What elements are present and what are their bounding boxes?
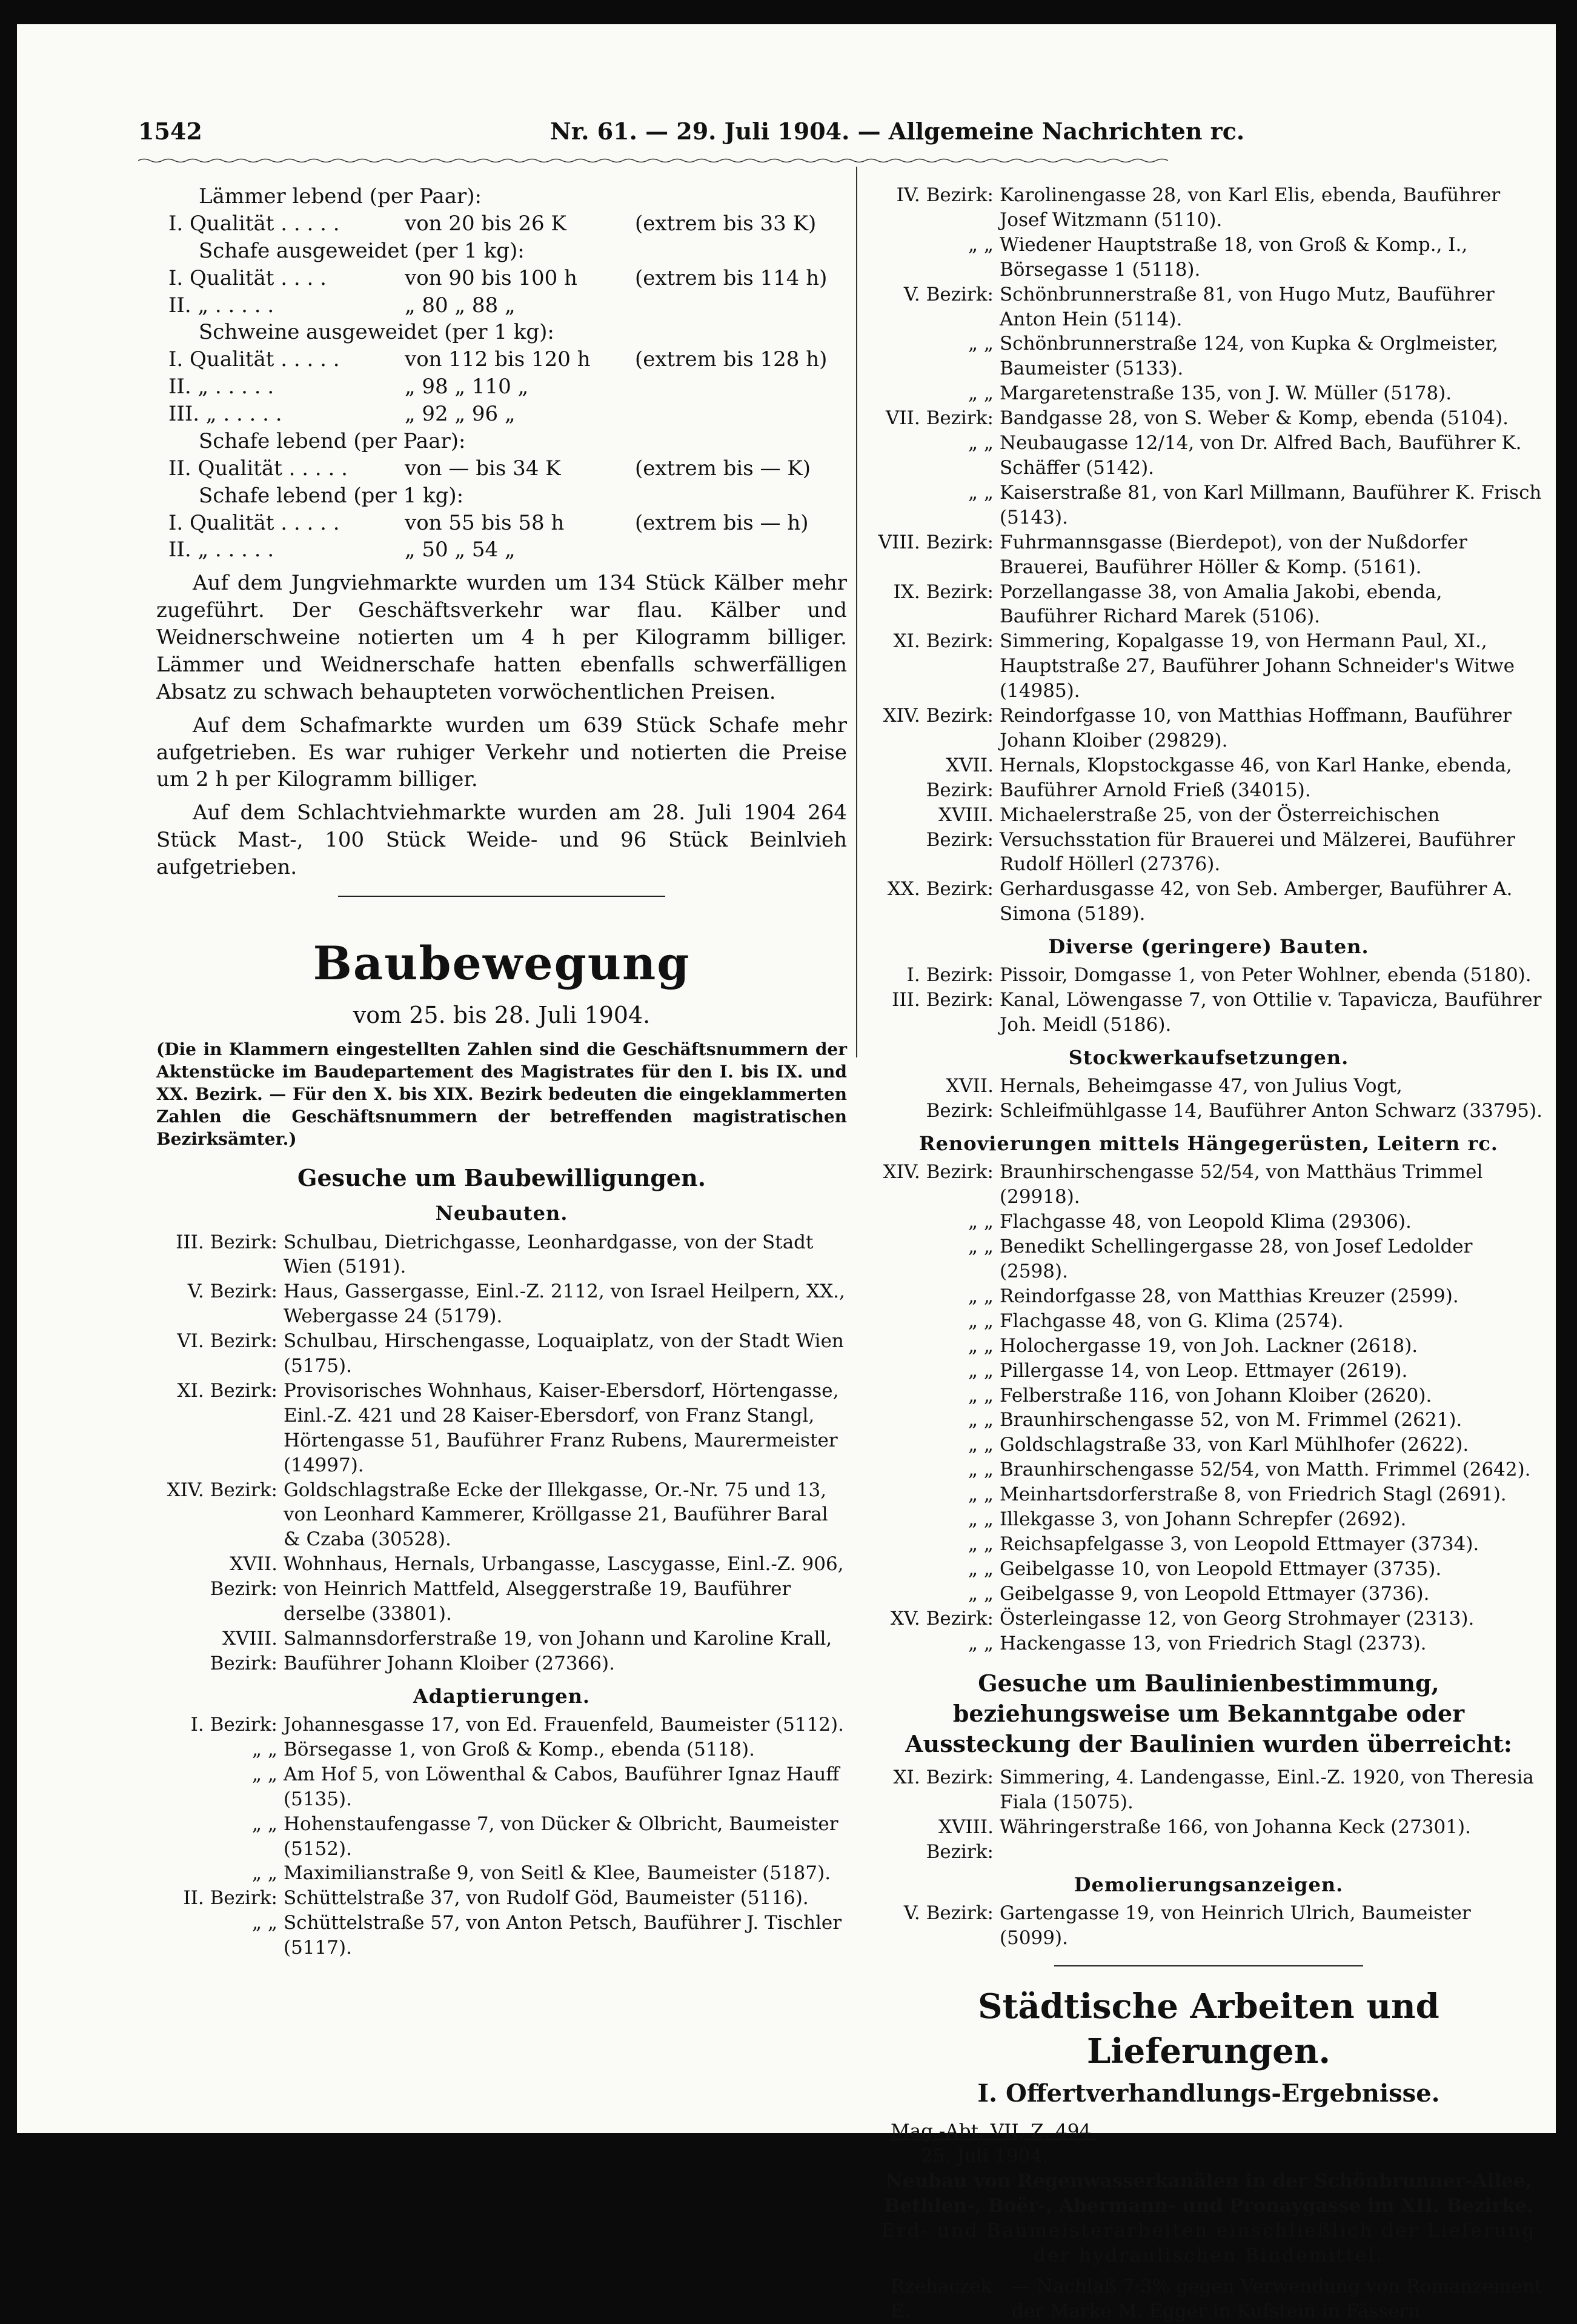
- district-label: XVII. Bezirk:: [926, 754, 994, 801]
- erd-arbeiten-description: Erd- und Baumeisterarbeiten einschließlich der Lieferung der hydraulischen Bindemittel.: [881, 2219, 1536, 2266]
- section-divider: [1054, 1965, 1363, 1966]
- list-item: [872, 431, 1545, 481]
- district-label: XI. Bezirk:: [893, 630, 994, 653]
- list-item: [872, 1334, 1545, 1359]
- newspaper-page: [17, 24, 1556, 2322]
- market-cell-q: II. „ . . . . .: [168, 538, 274, 562]
- entry-text: Hohenstaufengasse 7, von Dücker & Olbricht, Baumeister (5152).: [284, 1813, 838, 1860]
- baubewegung-note: (Die in Klammern eingestellten Zahlen sind die Geschäftsnummern der Aktenstücke im Baudepartement des Magistrates für den I. bis IX. und XX. Bezirk. — Für den X. bis XIX. Bezirk bedeuten die eingeklammerten Zahlen die Geschäftsnummern der betreffenden magistratischen Bezirksämter.): [156, 1039, 847, 1150]
- entry-text: Schüttelstraße 37, von Rudolf Göd, Baumeister (5116).: [284, 1887, 809, 1909]
- entry-text: Schönbrunnerstraße 124, von Kupka & Orglmeister, Baumeister (5133).: [1000, 333, 1498, 380]
- entry-text: Maximilianstraße 9, von Seitl & Klee, Baumeister (5187).: [284, 1862, 831, 1885]
- district-label: „ „: [968, 1434, 994, 1456]
- entry-text: Karolinengasse 28, von Karl Elis, ebenda, Bauführer Josef Witzmann (5110).: [1000, 184, 1501, 231]
- entry-text: Porzellangasse 38, von Amalia Jakobi, ebenda, Bauführer Richard Marek (5106).: [1000, 581, 1443, 628]
- list-item: [872, 530, 1545, 580]
- issue-title: Nr. 61. — 29. Juli 1904. — Allgemeine Nachrichten rc.: [550, 118, 1245, 145]
- renovierungen-heading: Renovierungen mittels Hängegerüsten, Leitern rc.: [919, 1132, 1498, 1156]
- entry-text: Währingerstraße 166, von Johanna Keck (27301).: [1000, 1816, 1471, 1838]
- district-label: „ „: [968, 1334, 994, 1357]
- district-label: „ „: [252, 1813, 277, 1835]
- district-label: „ „: [968, 1384, 994, 1407]
- list-item: [872, 1210, 1545, 1234]
- district-label: XV. Bezirk:: [890, 1607, 994, 1630]
- list-item: [156, 1329, 847, 1379]
- district-label: „ „: [252, 1912, 277, 1934]
- list-item: [156, 1279, 847, 1329]
- district-label: XVII. Bezirk:: [926, 1075, 994, 1122]
- adaptierungen-list: [156, 1713, 847, 1960]
- list-item: [872, 1532, 1545, 1557]
- list-item: [156, 1861, 847, 1886]
- list-item: [872, 1160, 1545, 1210]
- list-item: [872, 1359, 1545, 1383]
- market-cell-v: „ 92 „ 96 „: [405, 402, 516, 426]
- offer-result: [872, 2274, 1545, 2324]
- list-item: [872, 1901, 1545, 1951]
- market-cell-q: II. Qualität . . . . .: [168, 456, 348, 481]
- baubewegung-title: Baubewegung: [313, 936, 691, 990]
- stockwerk-heading: Stockwerkaufsetzungen.: [1068, 1046, 1349, 1070]
- district-label: „ „: [968, 382, 994, 405]
- list-item: [872, 282, 1545, 332]
- neubauten-heading: Neubauten.: [435, 1202, 568, 1225]
- list-item: [872, 704, 1545, 753]
- list-item: [156, 1737, 847, 1762]
- entry-text: Fuhrmannsgasse (Bierdepot), von der Nußdorfer Brauerei, Bauführer Höller & Komp. (5161).: [1000, 531, 1467, 578]
- entry-text: Schönbrunnerstraße 81, von Hugo Mutz, Bauführer Anton Hein (5114).: [1000, 283, 1495, 330]
- market-cell-v: „ 80 „ 88 „: [405, 293, 516, 318]
- district-label: XIV. Bezirk:: [883, 705, 994, 727]
- district-label: VII. Bezirk:: [885, 407, 994, 430]
- district-label: „ „: [968, 1632, 994, 1654]
- page-header: [138, 116, 1245, 153]
- entry-text: Pillergasse 14, von Leop. Ettmayer (2619).: [1000, 1359, 1408, 1382]
- district-label: „ „: [968, 1236, 994, 1258]
- entry-text: Braunhirschengasse 52/54, von Matthäus Trimmel (29918).: [1000, 1161, 1483, 1208]
- market-cell-e: [635, 292, 847, 319]
- entry-text: Hackengasse 13, von Friedrich Stagl (2373).: [1000, 1632, 1427, 1654]
- market-cell-e: (extrem bis 33 K): [635, 211, 817, 236]
- district-label: „ „: [968, 432, 994, 454]
- market-row: [156, 455, 847, 482]
- entry-text: Reindorfgasse 28, von Matthias Kreuzer (2599).: [1000, 1285, 1459, 1307]
- entry-text: Meinhartsdorferstraße 8, von Friedrich Stagl (2691).: [1000, 1483, 1507, 1506]
- district-label: III. Bezirk:: [176, 1231, 277, 1253]
- list-item: [156, 1762, 847, 1812]
- market-row: [156, 210, 847, 238]
- market-prices: [156, 183, 847, 564]
- district-label: XVII. Bezirk:: [210, 1553, 277, 1600]
- list-item: [156, 1812, 847, 1862]
- district-label: „ „: [968, 1359, 994, 1382]
- market-cell-q: I. Qualität . . . .: [168, 265, 327, 290]
- neubau-description: Neubau von Regenwasserkanälen in der Schönbrunner-Allee, Bethlen-, Boër-, Abermann- und Pronaygasse im XII. Bezirke.: [884, 2170, 1533, 2217]
- market-row: [156, 510, 847, 537]
- market-cell-e: [635, 401, 847, 428]
- entry-text: Gerhardusgasse 42, von Seb. Amberger, Bauführer A. Simona (5189).: [1000, 878, 1513, 925]
- list-item: [872, 1606, 1545, 1631]
- list-item: [872, 481, 1545, 530]
- district-label: „ „: [968, 1211, 994, 1233]
- district-label: „ „: [968, 481, 994, 504]
- baulinien-list: [872, 1765, 1545, 1865]
- district-label: VIII. Bezirk:: [878, 531, 994, 553]
- district-label: „ „: [968, 233, 994, 256]
- market-cell-e: (extrem bis 128 h): [635, 347, 828, 372]
- market-cell-v: „ 98 „ 110 „: [405, 375, 529, 399]
- district-label: XVIII. Bezirk:: [926, 804, 994, 851]
- list-item: [872, 877, 1545, 927]
- entry-text: Holochergasse 19, von Joh. Lackner (2618).: [1000, 1334, 1418, 1357]
- entry-text: Reichsapfelgasse 3, von Leopold Ettmayer (3734).: [1000, 1533, 1479, 1556]
- offer-date: 25. Juli 1904.: [921, 2145, 1048, 2168]
- list-item: [872, 1765, 1545, 1815]
- district-label: XIV. Bezirk:: [167, 1479, 277, 1501]
- column-divider: [856, 167, 857, 1057]
- list-item: [872, 1507, 1545, 1532]
- district-label: IX. Bezirk:: [893, 581, 994, 603]
- list-item: [872, 1408, 1545, 1433]
- list-item: [872, 1457, 1545, 1482]
- market-cell-v: von — bis 34 K: [405, 456, 561, 481]
- market-cell-v: von 55 bis 58 h: [405, 510, 565, 535]
- entry-text: Wiedener Hauptstraße 18, von Groß & Komp., I., Börsegasse 1 (5118).: [1000, 233, 1468, 281]
- district-label: „ „: [968, 1285, 994, 1307]
- list-item: [872, 1557, 1545, 1582]
- baulinien-heading: Gesuche um Baulinienbestimmung, beziehungsweise um Bekanntgabe oder Aussteckung der Baulinien wurden überreicht:: [905, 1669, 1512, 1757]
- entry-text: Gartengasse 19, von Heinrich Ulrich, Baumeister (5099).: [1000, 1902, 1471, 1949]
- market-subheading: Schweine ausgeweidet (per 1 kg):: [199, 320, 554, 345]
- market-cell-v: von 20 bis 26 K: [405, 211, 566, 236]
- district-label: III. Bezirk:: [892, 989, 994, 1011]
- market-cell-v: von 90 bis 100 h: [405, 265, 577, 290]
- market-cell-e: (extrem bis — h): [635, 510, 809, 535]
- entry-text: Hernals, Beheimgasse 47, von Julius Vogt, Schleifmühlgasse 14, Bauführer Anton Schwarz (33795).: [1000, 1075, 1542, 1122]
- list-item: [872, 331, 1545, 381]
- market-row: [156, 536, 847, 564]
- baubewegung-subtitle: vom 25. bis 28. Juli 1904.: [353, 1002, 651, 1029]
- district-label: „ „: [968, 333, 994, 355]
- district-label: „ „: [968, 1483, 994, 1506]
- adaptierungen-continued-list: [872, 183, 1545, 927]
- market-cell-q: I. Qualität . . . . .: [168, 211, 340, 236]
- list-item: [156, 1230, 847, 1280]
- district-label: VI. Bezirk:: [177, 1330, 277, 1353]
- market-cell-q: III. „ . . . . .: [168, 402, 282, 426]
- district-label: XVIII. Bezirk:: [210, 1628, 277, 1674]
- entry-text: Geibelgasse 10, von Leopold Ettmayer (3735).: [1000, 1557, 1442, 1580]
- neubauten-list: [156, 1230, 847, 1676]
- entry-text: Braunhirschengasse 52/54, von Matth. Frimmel (2642).: [1000, 1459, 1531, 1481]
- market-cell-q: II. „ . . . . .: [168, 293, 274, 318]
- list-item: [156, 1552, 847, 1626]
- diverse-list: [872, 963, 1545, 1037]
- list-item: [872, 580, 1545, 630]
- market-row: [156, 401, 847, 428]
- district-label: XI. Bezirk:: [177, 1379, 277, 1402]
- entry-text: Hernals, Klopstockgasse 46, von Karl Hanke, ebenda, Bauführer Arnold Frieß (34015).: [1000, 754, 1512, 801]
- district-label: „ „: [968, 1508, 994, 1531]
- entry-text: Illekgasse 3, von Johann Schrepfer (2692).: [1000, 1508, 1407, 1531]
- list-item: [156, 1911, 847, 1960]
- entry-text: Flachgasse 48, von Leopold Klima (29306).: [1000, 1211, 1412, 1233]
- entry-text: Wohnhaus, Hernals, Urbangasse, Lascygasse, Einl.-Z. 906, von Heinrich Mattfeld, Alseggerstraße 19, Bauführer derselbe (33801).: [284, 1553, 844, 1625]
- list-item: [872, 963, 1545, 988]
- entry-text: Am Hof 5, von Löwenthal & Cabos, Bauführer Ignaz Hauff (5135).: [284, 1763, 840, 1810]
- market-cell-q: I. Qualität . . . . .: [168, 510, 340, 535]
- market-subheading: Schafe ausgeweidet (per 1 kg):: [199, 238, 525, 263]
- list-item: [872, 1815, 1545, 1865]
- list-item: [156, 1379, 847, 1478]
- district-label: „ „: [968, 1459, 994, 1481]
- entry-text: Simmering, Kopalgasse 19, von Hermann Paul, XI., Hauptstraße 27, Bauführer Johann Schneider's Witwe (14985).: [1000, 630, 1515, 702]
- gesuche-heading: Gesuche um Baubewilligungen.: [297, 1164, 706, 1192]
- entry-text: Braunhirschengasse 52, von M. Frimmel (2621).: [1000, 1409, 1462, 1431]
- district-label: „ „: [252, 1738, 277, 1760]
- market-paragraph: Auf dem Schlachtviehmarkte wurden am 28. Juli 1904 264 Stück Mast-, 100 Stück Weide- und 96 Stück Beinlvieh aufgetrieben.: [156, 801, 847, 879]
- district-label: I. Bezirk:: [906, 964, 994, 987]
- list-item: [156, 1713, 847, 1737]
- staedtische-arbeiten-title: Städtische Arbeiten und Lieferungen.: [978, 1986, 1439, 2071]
- market-subheading: Schafe lebend (per Paar):: [199, 428, 466, 453]
- offer-bidder: Rzehaczek E.: [891, 2275, 992, 2322]
- market-paragraph: Auf dem Schafmarkte wurden um 639 Stück Schafe mehr aufgetrieben. Es war ruhiger Verkehr und notierten die Preise um 2 h per Kilogramm billiger.: [156, 713, 847, 792]
- left-column: [156, 183, 847, 1960]
- section-divider: [338, 896, 665, 897]
- district-label: „ „: [968, 1533, 994, 1556]
- market-row: [156, 292, 847, 319]
- demolierung-heading: Demolierungsanzeigen.: [1074, 1873, 1344, 1896]
- district-label: I. Bezirk:: [190, 1714, 277, 1736]
- list-item: [872, 1284, 1545, 1309]
- market-cell-e: (extrem bis 114 h): [635, 265, 828, 290]
- market-cell-q: I. Qualität . . . . .: [168, 347, 340, 372]
- district-label: XI. Bezirk:: [893, 1766, 994, 1789]
- list-item: [872, 1074, 1545, 1124]
- list-item: [156, 1478, 847, 1553]
- district-label: XX. Bezirk:: [887, 878, 994, 901]
- entry-text: Salmannsdorferstraße 19, von Johann und Karoline Krall, Bauführer Johann Kloiber (27366).: [284, 1628, 832, 1674]
- magistrate-reference: Mag.-Abt. VII, Z. 494.: [891, 2120, 1098, 2143]
- district-label: „ „: [968, 1310, 994, 1332]
- list-item: [872, 183, 1545, 233]
- district-label: XIV. Bezirk:: [883, 1161, 994, 1184]
- market-row: [156, 373, 847, 401]
- list-item: [872, 988, 1545, 1037]
- list-item: [872, 629, 1545, 704]
- entry-text: Provisorisches Wohnhaus, Kaiser-Ebersdorf, Hörtengasse, Einl.-Z. 421 und 28 Kaiser-Ebersdorf, von Franz Stangl, Hörtengasse 51, Bauführer Franz Rubens, Maurermeister (14997).: [284, 1379, 839, 1476]
- entry-text: Michaelerstraße 25, von der Österreichischen Versuchsstation für Brauerei und Mälzerei, Bauführer Rudolf Höllerl (27376).: [1000, 804, 1515, 876]
- entry-text: Felberstraße 116, von Johann Kloiber (2620).: [1000, 1384, 1432, 1407]
- entry-text: Geibelgasse 9, von Leopold Ettmayer (3736).: [1000, 1582, 1430, 1605]
- entry-text: Haus, Gassergasse, Einl.-Z. 2112, von Israel Heilpern, XX., Webergasse 24 (5179).: [284, 1280, 845, 1328]
- list-item: [156, 1626, 847, 1676]
- entry-text: Goldschlagstraße 33, von Karl Mühlhofer (2622).: [1000, 1434, 1469, 1456]
- market-cell-e: [635, 536, 847, 564]
- entry-text: Benedikt Schellingergasse 28, von Josef Ledolder (2598).: [1000, 1236, 1473, 1283]
- entry-text: Goldschlagstraße Ecke der Illekgasse, Or.-Nr. 75 und 13, von Leonhard Kammerer, Kröllgasse 21, Bauführer Baral & Czaba (30528).: [284, 1479, 828, 1551]
- district-label: V. Bezirk:: [903, 1902, 994, 1924]
- page-number: 1542: [138, 118, 202, 145]
- market-paragraph: Auf dem Jungviehmarkte wurden um 134 Stück Kälber mehr zugeführt. Der Geschäftsverkehr war flau. Kälber und Weidnerschweine notierten um 4 h per Kilogramm billiger. Lämmer und Weidnerschafe hatten ebenfalls schwerfälligen Absatz zu schwach behaupteten vorwöchentlichen Preisen.: [156, 571, 847, 704]
- renovierungen-list: [872, 1160, 1545, 1656]
- offert-title: I. Offertverhandlungs-Ergebnisse.: [977, 2079, 1440, 2108]
- right-column: [872, 183, 1545, 2324]
- list-item: [156, 1886, 847, 1911]
- district-label: „ „: [968, 1557, 994, 1580]
- entry-text: Schulbau, Hirschengasse, Loquaiplatz, von der Stadt Wien (5175).: [284, 1330, 844, 1377]
- entry-text: Schüttelstraße 57, von Anton Petsch, Bauführer J. Tischler (5117).: [284, 1912, 842, 1959]
- district-label: „ „: [252, 1862, 277, 1885]
- entry-text: Simmering, 4. Landengasse, Einl.-Z. 1920, von Theresia Fiala (15075).: [1000, 1766, 1534, 1813]
- header-wavy-rule: [138, 158, 1168, 164]
- market-cell-v: „ 50 „ 54 „: [405, 538, 516, 562]
- list-item: [872, 1582, 1545, 1606]
- offer-description: — Nachlaß 7·3% gegen Verwendung von Romanzement der Marke M. Egger in Kufstein in Fässern: [1012, 2275, 1542, 2322]
- entry-text: Reindorfgasse 10, von Matthias Hoffmann, Bauführer Johann Kloiber (29829).: [1000, 705, 1512, 751]
- market-row: [156, 265, 847, 292]
- entry-text: Flachgasse 48, von G. Klima (2574).: [1000, 1310, 1344, 1332]
- list-item: [872, 1234, 1545, 1284]
- district-label: V. Bezirk:: [903, 283, 994, 305]
- list-item: [872, 753, 1545, 803]
- entry-text: Kaiserstraße 81, von Karl Millmann, Bauführer K. Frisch (5143).: [1000, 481, 1542, 528]
- list-item: [872, 803, 1545, 877]
- market-cell-v: von 112 bis 120 h: [405, 347, 591, 372]
- market-subheading: Lämmer lebend (per Paar):: [199, 184, 482, 208]
- list-item: [872, 381, 1545, 406]
- market-subheading: Schafe lebend (per 1 kg):: [199, 483, 464, 508]
- list-item: [872, 233, 1545, 282]
- market-cell-q: II. „ . . . . .: [168, 375, 274, 399]
- district-label: „ „: [252, 1763, 277, 1785]
- list-item: [872, 1433, 1545, 1457]
- market-cell-e: (extrem bis — K): [635, 456, 811, 481]
- list-item: [872, 1383, 1545, 1408]
- adaptierungen-heading: Adaptierungen.: [413, 1684, 591, 1708]
- entry-text: Börsegasse 1, von Groß & Komp., ebenda (5118).: [284, 1738, 755, 1760]
- district-label: II. Bezirk:: [183, 1887, 277, 1909]
- entry-text: Schulbau, Dietrichgasse, Leonhardgasse, von der Stadt Wien (5191).: [284, 1231, 814, 1278]
- stockwerk-list: [872, 1074, 1545, 1124]
- entry-text: Österleingasse 12, von Georg Strohmayer (2313).: [1000, 1607, 1475, 1630]
- entry-text: Neubaugasse 12/14, von Dr. Alfred Bach, Bauführer K. Schäffer (5142).: [1000, 432, 1522, 479]
- entry-text: Johannesgasse 17, von Ed. Frauenfeld, Baumeister (5112).: [284, 1714, 844, 1736]
- district-label: „ „: [968, 1409, 994, 1431]
- entry-text: Bandgasse 28, von S. Weber & Komp, ebenda (5104).: [1000, 407, 1509, 430]
- list-item: [872, 1482, 1545, 1507]
- district-label: IV. Bezirk:: [896, 184, 994, 206]
- diverse-heading: Diverse (geringere) Bauten.: [1048, 935, 1369, 959]
- list-item: [872, 1631, 1545, 1656]
- entry-text: Kanal, Löwengasse 7, von Ottilie v. Tapavicza, Bauführer Joh. Meidl (5186).: [1000, 989, 1542, 1036]
- entry-text: Margaretenstraße 135, von J. W. Müller (5178).: [1000, 382, 1452, 405]
- entry-text: Pissoir, Domgasse 1, von Peter Wohlner, ebenda (5180).: [1000, 964, 1532, 987]
- market-row: [156, 346, 847, 373]
- list-item: [872, 1309, 1545, 1334]
- district-label: V. Bezirk:: [187, 1280, 277, 1303]
- list-item: [872, 406, 1545, 431]
- district-label: „ „: [968, 1582, 994, 1605]
- district-label: XVIII. Bezirk:: [926, 1816, 994, 1863]
- market-cell-e: [635, 373, 847, 401]
- demolierung-list: [872, 1901, 1545, 1951]
